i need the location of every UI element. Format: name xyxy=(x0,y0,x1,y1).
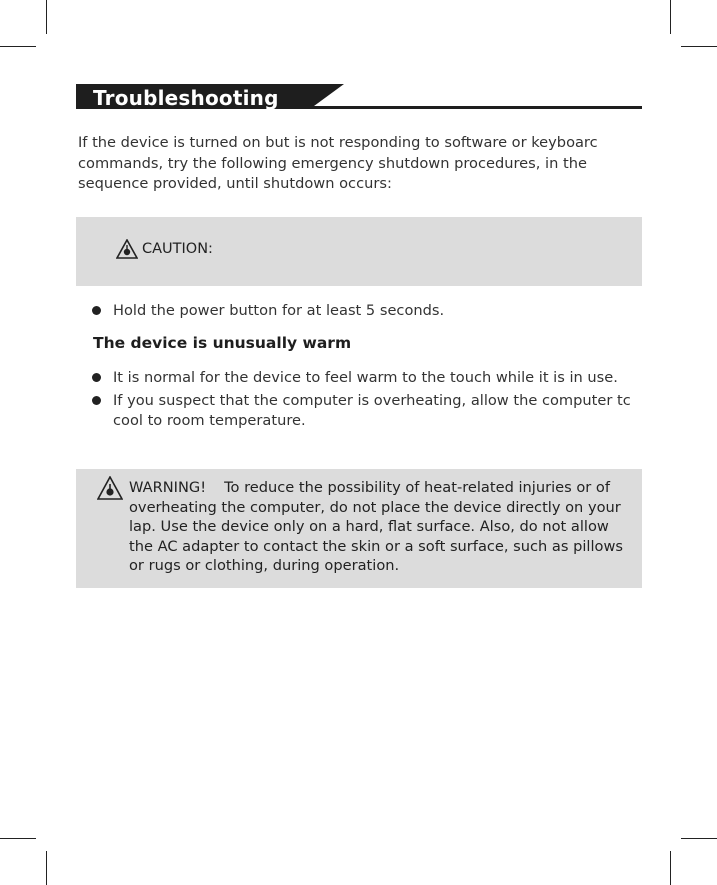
section-header xyxy=(76,84,642,110)
warning-line: the AC adapter to contact the skin or a soft surface, such as pillows xyxy=(129,537,624,555)
warm-bullets xyxy=(90,368,631,431)
bullet-icon xyxy=(92,306,101,315)
crop-mark xyxy=(0,838,36,839)
crop-mark xyxy=(670,0,671,34)
list-item-text: If you suspect that the computer is overheating, allow the computer tc xyxy=(113,392,631,409)
list-item-text: It is normal for the device to feel warm to the touch while it is in use. xyxy=(113,369,618,386)
list-item xyxy=(90,391,631,431)
section-heading: The device is unusually warm xyxy=(93,334,352,352)
intro-paragraph xyxy=(78,133,618,195)
warning-triangle-icon xyxy=(97,476,123,504)
list-item xyxy=(90,368,631,388)
crop-mark xyxy=(681,838,717,839)
warning-text xyxy=(129,478,629,576)
warning-label: WARNING! xyxy=(129,479,207,496)
bullet-icon xyxy=(92,373,101,382)
warning-line: overheating the computer, do not place the device directly on your xyxy=(129,498,621,516)
bullet-icon xyxy=(92,396,101,405)
crop-mark xyxy=(681,46,717,47)
crop-mark xyxy=(670,851,671,885)
crop-mark xyxy=(0,46,36,47)
intro-line: commands, try the following emergency shutdown procedures, in the xyxy=(78,154,587,172)
intro-line: sequence provided, until shutdown occurs: xyxy=(78,175,392,192)
warning-callout xyxy=(76,469,642,588)
warning-line: or rugs or clothing, during operation. xyxy=(129,557,400,575)
warning-line: lap. Use the device only on a hard, flat surface. Also, do not allow xyxy=(129,518,609,536)
caution-label: CAUTION: xyxy=(142,241,213,257)
page-title: Troubleshooting xyxy=(93,86,279,110)
warning-line: To reduce the possibility of heat-related injuries or of xyxy=(224,479,610,496)
shutdown-steps xyxy=(90,301,444,321)
caution-callout xyxy=(76,217,642,286)
intro-line: If the device is turned on but is not responding to software or keyboarc xyxy=(78,134,598,151)
warning-triangle-icon xyxy=(116,239,138,263)
crop-mark xyxy=(46,851,47,885)
list-item-text: cool to room temperature. xyxy=(113,412,306,429)
list-item-text: Hold the power button for at least 5 seconds. xyxy=(113,302,445,319)
crop-mark xyxy=(46,0,47,34)
list-item xyxy=(90,301,444,321)
